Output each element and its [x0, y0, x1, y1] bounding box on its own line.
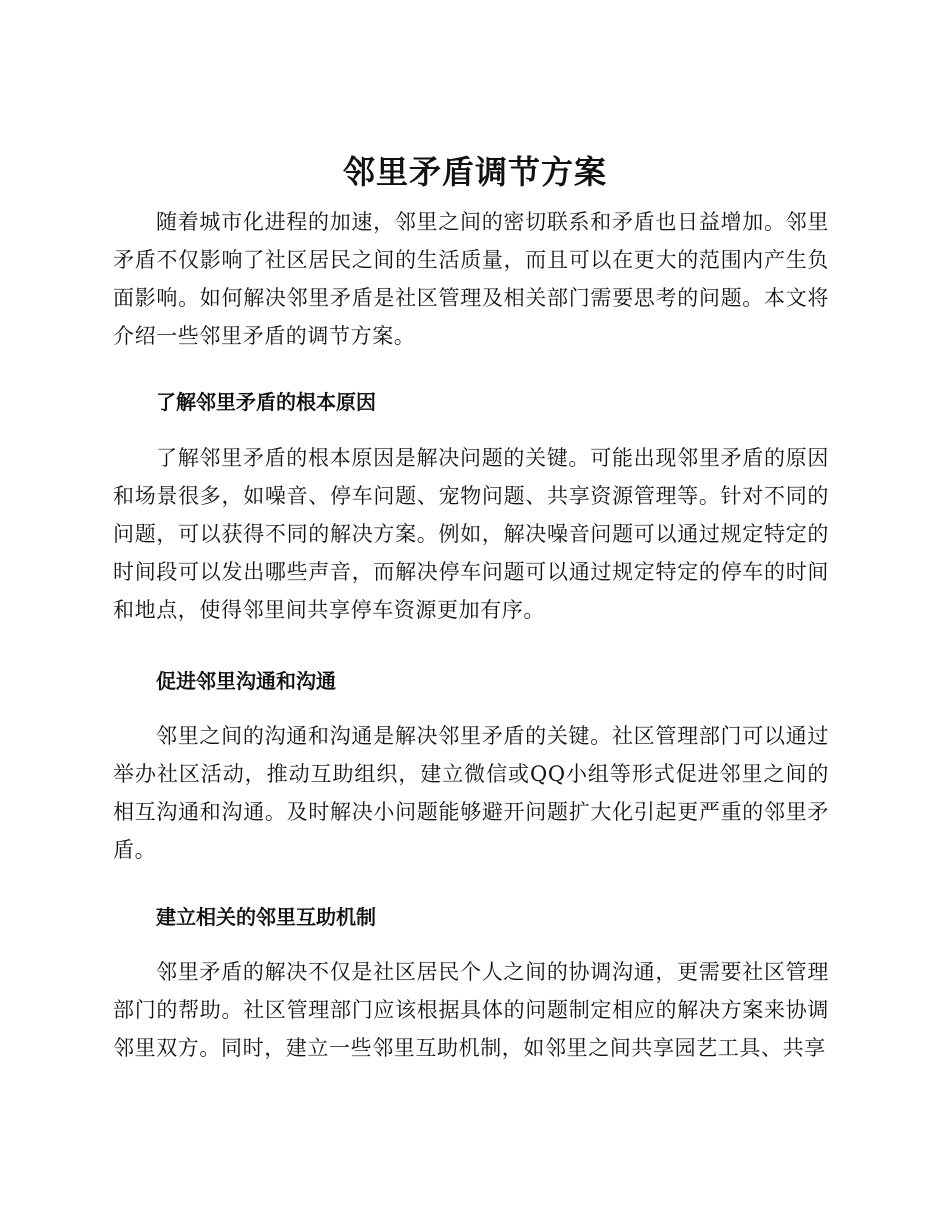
section-body-communication: 邻里之间的沟通和沟通是解决邻里矛盾的关键。社区管理部门可以通过举办社区活动，推动互助组织，建立微信或QQ小组等形式促进邻里之间的相互沟通和沟通。及时解决小问题能够避开问题扩大化引起更严重的邻里矛盾。	[113, 724, 829, 862]
section-heading-communication: 促进邻里沟通和沟通	[156, 669, 336, 693]
section-body-mutual-aid: 邻里矛盾的解决不仅是社区居民个人之间的协调沟通，更需要社区管理部门的帮助。社区管理部门应该根据具体的问题制定相应的解决方案来协调邻里双方。同时，建立一些邻里互助机制，如邻里之间共享园艺工具、共享	[113, 960, 829, 1060]
document-title: 邻里矛盾调节方案	[342, 153, 607, 191]
section-heading-mutual-aid: 建立相关的邻里互助机制	[156, 905, 376, 929]
section-heading-root-causes: 了解邻里矛盾的根本原因	[156, 390, 376, 414]
section-body-root-causes: 了解邻里矛盾的根本原因是解决问题的关键。可能出现邻里矛盾的原因和场景很多，如噪音、停车问题、宠物问题、共享资源管理等。针对不同的问题，可以获得不同的解决方案。例如，解决噪音问题可以通过规定特定的时间段可以发出哪些声音，而解决停车问题可以通过规定特定的停车的时间和地点，使得邻里间共享停车资源更加有序。	[113, 446, 829, 622]
intro-paragraph: 随着城市化进程的加速，邻里之间的密切联系和矛盾也日益增加。邻里矛盾不仅影响了社区居民之间的生活质量，而且可以在更大的范围内产生负面影响。如何解决邻里矛盾是社区管理及相关部门需要思考的问题。本文将介绍一些邻里矛盾的调节方案。	[113, 210, 829, 348]
